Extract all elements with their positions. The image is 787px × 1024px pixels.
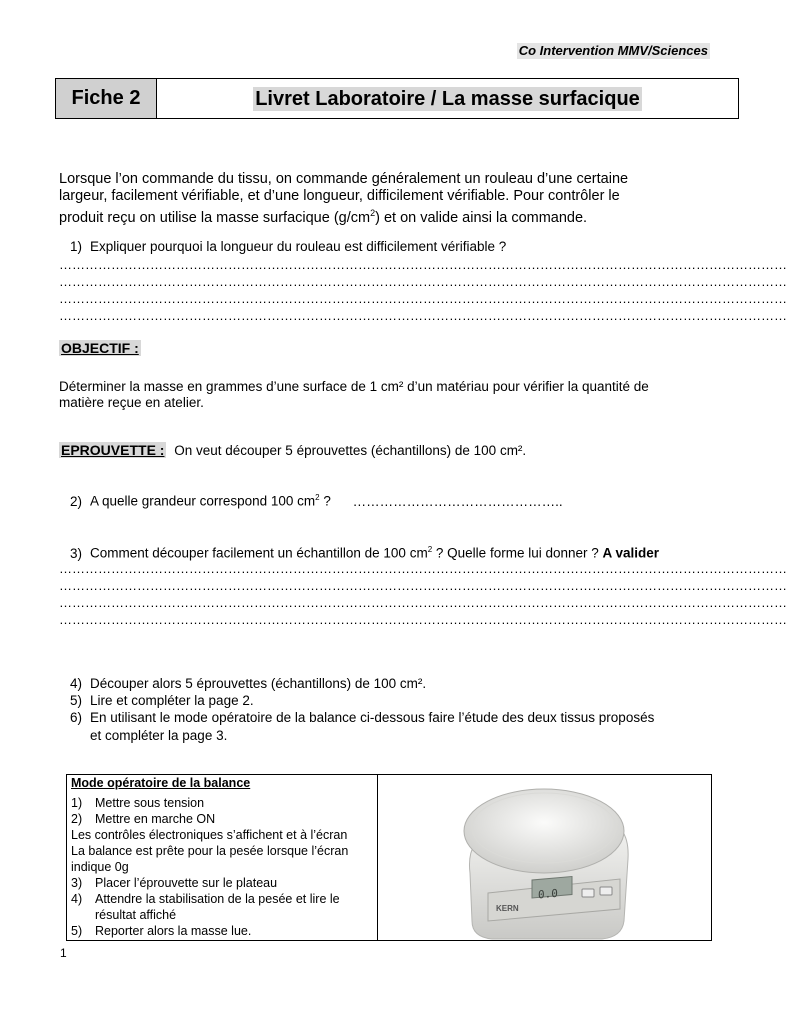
intro-line-2: largeur, facilement vérifiable, et d’une longueur, difficilement vérifiable. Pour contrôler le [59, 188, 620, 204]
steps-list [60, 675, 654, 744]
answer-line[interactable]: …………………………………………………………………………………………………………………………………………………… [59, 274, 787, 289]
intro-line-3 [59, 205, 719, 227]
step-text: et compléter la page 3. [90, 728, 228, 743]
question-2-answer-blank[interactable]: ……………………………………….. [352, 493, 563, 509]
list-item [71, 811, 373, 827]
list-item [60, 709, 654, 726]
page-number: 1 [60, 946, 67, 960]
question-1-text: Expliquer pourquoi la longueur du rouleau est difficilement vérifiable ? [90, 239, 507, 254]
eprouvette-label: EPROUVETTE : [61, 442, 165, 458]
step-number: 5) [69, 693, 82, 708]
list-item [71, 923, 373, 939]
question-2-sup: 2 [315, 493, 320, 502]
objectif-line-1: Déterminer la masse en grammes d’une surface de 1 cm² d’un matériau pour vérifier la quantité de [59, 379, 649, 394]
eprouvette-text: On veut découper 5 éprouvettes (échantillons) de 100 cm². [174, 443, 527, 458]
list-item [71, 907, 373, 923]
intro-line-3b: ) et on valide ainsi la commande. [375, 209, 588, 226]
objectif-text [59, 379, 719, 411]
question-1 [60, 238, 506, 255]
list-item [60, 675, 654, 692]
list-item [60, 727, 654, 744]
item-text: résultat affiché [95, 908, 177, 922]
question-2-number: 2) [69, 493, 82, 509]
item-text: Reporter alors la masse lue. [95, 924, 252, 938]
scale-brand: KERN [496, 904, 519, 913]
scale-image-cell [378, 775, 711, 940]
answer-line[interactable]: …………………………………………………………………………………………………………………………………………………… [59, 612, 787, 627]
objectif-label: OBJECTIF : [61, 340, 139, 356]
title-cell [157, 79, 738, 118]
item-number: 2) [71, 812, 83, 826]
mode-operatoire-steps [67, 775, 378, 940]
question-3-number: 3) [69, 545, 82, 561]
item-text: Mettre sous tension [95, 796, 205, 810]
svg-text:0.0: 0.0 [538, 886, 558, 902]
item-text: Placer l’éprouvette sur le plateau [95, 876, 278, 890]
title-box [55, 78, 739, 119]
mode-operatoire-table [66, 774, 712, 941]
mode-operatoire-title: Mode opératoire de la balance [71, 776, 251, 790]
intro-paragraph [59, 171, 719, 227]
question-1-number: 1) [69, 239, 82, 254]
answer-line[interactable]: …………………………………………………………………………………………………………………………………………………… [59, 578, 787, 593]
list-item [71, 891, 373, 907]
header-course-label: Co Intervention MMV/Sciences [518, 43, 708, 58]
step-text: Découper alors 5 éprouvettes (échantillons) de 100 cm². [90, 676, 427, 691]
eprouvette-section [59, 442, 526, 458]
item-number: 5) [71, 924, 83, 938]
intro-line-1: Lorsque l’on commande du tissu, on commande généralement un rouleau d’une certaine [59, 171, 629, 187]
question-2 [60, 489, 563, 510]
step-number: 6) [69, 710, 82, 725]
answer-line[interactable]: …………………………………………………………………………………………………………………………………………………… [59, 308, 787, 323]
step-text: En utilisant le mode opératoire de la balance ci-dessous faire l’étude des deux tissus proposés [90, 710, 655, 725]
item-number: 1) [71, 796, 83, 810]
question-2-text-end: ? [319, 493, 331, 509]
list-item [71, 875, 373, 891]
item-number [71, 907, 95, 923]
intro-sup: 2 [370, 208, 376, 218]
answer-line[interactable]: …………………………………………………………………………………………………………………………………………………… [59, 595, 787, 610]
item-number: 3) [71, 876, 83, 890]
item-text: Attendre la stabilisation de la pesée et lire le [95, 892, 340, 906]
item-text: Mettre en marche ON [95, 812, 216, 826]
step-number: 4) [69, 676, 82, 691]
question-3-text: Comment découper facilement un échantillon de 100 cm [90, 545, 428, 561]
question-2-text: A quelle grandeur correspond 100 cm [90, 493, 316, 509]
fiche-label: Fiche 2 [56, 79, 157, 118]
objectif-heading [59, 340, 141, 358]
answer-line[interactable]: …………………………………………………………………………………………………………………………………………………… [59, 257, 787, 272]
page-title: Livret Laboratoire / La masse surfacique [255, 87, 640, 110]
list-item [71, 795, 373, 811]
answer-line[interactable]: …………………………………………………………………………………………………………………………………………………… [59, 561, 787, 576]
question-3-sup: 2 [427, 545, 433, 554]
objectif-line-2: matière reçue en atelier. [59, 395, 204, 410]
answer-line[interactable]: …………………………………………………………………………………………………………………………………………………… [59, 291, 787, 306]
list-item: La balance est prête pour la pesée lorsque l’écran [71, 844, 349, 858]
step-text: Lire et compléter la page 2. [90, 693, 254, 708]
question-3 [60, 541, 659, 562]
item-number: 4) [71, 892, 83, 906]
list-item: indique 0g [71, 860, 129, 874]
list-item [60, 692, 654, 709]
list-item: Les contrôles électroniques s’affichent et à l’écran [71, 828, 348, 842]
intro-line-3a: produit reçu on utilise la masse surfacique (g/cm [59, 209, 371, 226]
scale-image [452, 781, 642, 941]
question-3-text-end: ? Quelle forme lui donner ? [432, 545, 603, 561]
a-valider-label: A valider [602, 545, 660, 561]
